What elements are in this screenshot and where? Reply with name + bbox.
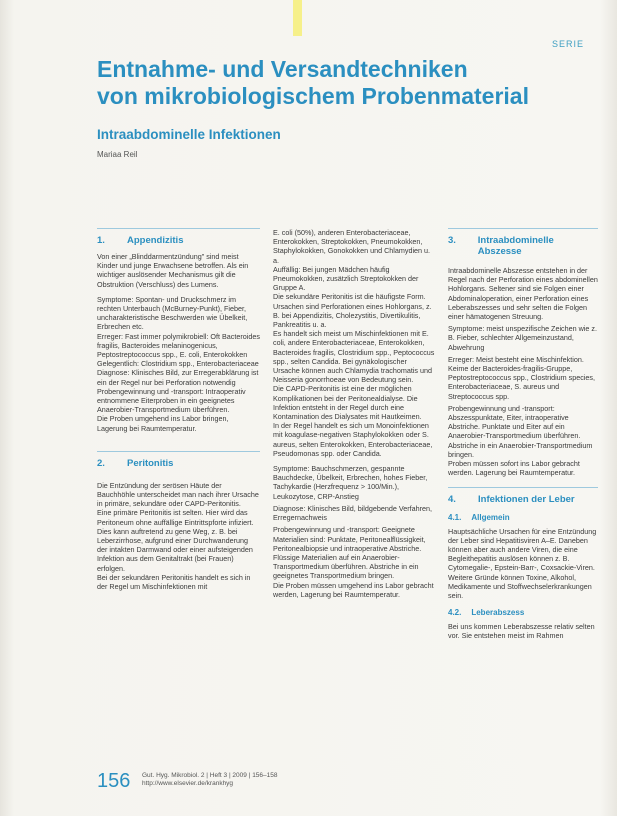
section-heading-peritonitis — [97, 458, 260, 469]
subsection-heading-allgemein — [448, 513, 598, 522]
subsection-number: 4.1. — [448, 513, 462, 523]
series-label: SERIE — [552, 39, 585, 49]
section-rule — [97, 451, 260, 452]
paragraph: Es handelt sich meist um Mischinfektionen mit E. coli, andere Enterobacteriaceae, Enterokokken, Bacteroides fragilis, Clostridium spp., Peptococcus spp., selten Candida. Bei gynäkologischer Ursache können auch Chlamydia trachomatis und Neisseria gonorrhoeae von Bedeutung sein. — [273, 329, 435, 385]
paragraph: Die sekundäre Peritonitis ist die häufigste Form. Ursachen sind Perforationen eines Hohlorgans, z. B. bei Appendizitis, Cholezystitis, Divertikulitis, Pankreatitis u. a. — [273, 292, 432, 330]
paragraph-symptome: Symptome: Bauchschmerzen, gespannte Bauchdecke, Übelkeit, Erbrechen, hohes Fieber, Tachykardie (Herzfrequenz > 100/Min.), Leukozytose, CRP-Anstieg — [273, 464, 428, 501]
section-title: Infektionen der Leber — [478, 494, 575, 506]
section-title: Appendizitis — [127, 235, 184, 246]
paragraph-diagnose: Diagnose: Klinisches Bild, bildgebende Verfahren, Erregernachweis — [273, 503, 433, 523]
paragraph-erreger: Erreger: Meist besteht eine Mischinfektion. Keime der Bacteroides-fragilis-Gruppe, Peptostreptococcus spp., Clostridium species, Enterobacteriaceae, S. aureus und Streptococcus spp. — [448, 354, 596, 401]
paragraph: Proben müssen sofort ins Labor gebracht werden. Lagerung bei Raumtemperatur. — [448, 459, 580, 478]
section-title: Peritonitis — [127, 457, 174, 469]
paragraph: Die Proben müssen umgehend ins Labor gebracht werden, Lagerung bei Raumtemperatur. — [273, 580, 434, 599]
paragraph: E. coli (50%), anderen Enterobacteriaceae, Enterokokken, Streptokokken, Pneumokokken, Staphylokokken, Gonokokken und Chlamydien u. a. — [273, 228, 431, 265]
paragraph-symptome: Symptome: meist unspezifische Zeichen wie z. B. Fieber, schlechter Allgemeinzustand, Abwehrung — [448, 324, 598, 352]
footer-citation: Gut. Hyg. Mikrobiol. 2 | Heft 3 | 2009 | 156–158 — [142, 772, 278, 779]
section-heading-appendizitis — [97, 235, 260, 246]
column-1 — [97, 228, 260, 591]
paragraph-probengewinnung: Probengewinnung und -transport: Intraoperativ entnommene Eiterproben in ein geeignetes Anaerobier-Transportmedium überführen. — [97, 386, 246, 415]
section-number: 2. — [97, 457, 105, 469]
column-2 — [273, 228, 435, 599]
section-heading-leber — [448, 494, 598, 505]
paragraph: Die Entzündung der serösen Häute der Bauchhöhle unterscheidet man nach ihrer Ursache in primäre, sekundäre oder CAPD-Peritonitis. — [97, 480, 259, 509]
subsection-heading-leberabszess — [448, 608, 598, 617]
page-number: 156 — [97, 770, 131, 792]
section-title: Intraabdominelle Abszesse — [477, 235, 554, 257]
paragraph: Gelegentlich: Clostridium spp., Enterobacteriaceae — [97, 359, 259, 369]
paragraph-symptome: Symptome: Spontan- und Druckschmerz im rechten Unterbauch (McBurney-Punkt), Fieber, uncharakteristische Beschwerden wie Übelkeit, Erbrechen etc. — [97, 294, 248, 332]
paragraph: Bei der sekundären Peritonitis handelt es sich in der Regel um Mischinfektionen mit — [97, 572, 251, 592]
section-rule — [448, 228, 598, 229]
paragraph: Auffällig: Bei jungen Mädchen häufig Pneumokokken, zusätzlich Streptokokken der Gruppe A. — [273, 264, 419, 293]
section-number: 3. — [448, 235, 456, 246]
section-rule — [448, 487, 598, 488]
paragraph-erreger: Erreger: Fast immer polymikrobiell: Oft Bacteroides fragilis, Bacteroides melaninogenicus, Peptostreptococcus spp., E. coli, Enterokokken — [97, 331, 260, 360]
bookmark-strip — [293, 0, 302, 36]
paragraph: Bei uns kommen Leberabszesse relativ selten vor. Sie entstehen meist im Rahmen — [448, 621, 595, 640]
section-number: 1. — [97, 235, 105, 246]
article-subtitle: Intraabdominelle Infektionen — [97, 127, 281, 142]
footer-source — [142, 772, 278, 788]
paragraph: Die CAPD-Peritonitis ist eine der möglichen Komplikationen bei der Peritonealdialyse. Die Infektion entsteht in der Regel durch eine Kontamination des Dialysates mit Hautkeimen. — [273, 384, 422, 422]
paragraph: Von einer „Blinddarmentzündung" sind meist Kinder und junge Erwachsene betroffen. Als ein wichtiger auslösender Mechanismus gilt die Obstruktion (Verschluss) des Lumens. — [97, 252, 249, 289]
paragraph: In der Regel handelt es sich um Monoinfektionen mit koagulase-negativen Staphylokokken oder S. aureus, selten Enterokokken, Enterobacteriaceae, Pseudomonas spp. oder Candida. — [273, 421, 433, 458]
paragraph: Eine primäre Peritonitis ist selten. Hier wird das Peritoneum ohne auffällige Eintrittspforte infiziert. Dies kann auftretend zu gene Weg, z. B. bei Leberzirrhose, aufgrund einer Durchwanderung der intakten Darmwand oder einer aufsteigenden Infektion aus dem Genitaltrakt (bei Frauen) erfolgen. — [97, 508, 254, 573]
author: Mariaa Reil — [97, 150, 138, 159]
column-3 — [448, 228, 598, 640]
paragraph-probengewinnung: Probengewinnung und -transport: Abszesspunktate, Eiter, intraoperative Abstriche. Punktate und Eiter auf ein Anaerobier-Transportmedium überführen. Abstriche in ein Anaerobier-Transportmedium bringen. — [448, 403, 593, 459]
paragraph-probengewinnung: Probengewinnung und -transport: Geeignete Materialien sind: Punktate, Peritonealflüssigkeit, Peritonealbiopsie und intraoperative Abstriche. Flüssige Materialien auf ein Anaerobier-Transportmedium überführen. Abstriche in ein geeignetes Transportmedium bringen. — [273, 525, 426, 581]
section-heading-abszesse — [448, 235, 598, 257]
title-line-2: von mikrobiologischem Probenmaterial — [97, 83, 529, 109]
section-rule — [97, 228, 260, 229]
subsection-title: Leberabszess — [471, 608, 525, 618]
subsection-number: 4.2. — [448, 608, 462, 618]
subsection-title: Allgemein — [471, 513, 510, 523]
title-line-1: Entnahme- und Versandtechniken — [97, 56, 468, 82]
paragraph: Die Proben umgehend ins Labor bringen, Lagerung bei Raumtemperatur. — [97, 414, 229, 433]
paragraph: Hauptsächliche Ursachen für eine Entzündung der Leber sind Hepatitisviren A–E. Daneben können aber auch andere Viren, die eine Begleithepatitis auslösen können z. B. Cytomegalie-, Epstein-Barr-, Coxsackie-Viren. Weitere Gründe können Toxine, Alkohol, Medikamente und Stoffwechselerkrankungen sein. — [448, 526, 597, 601]
paragraph: Intraabdominelle Abszesse entstehen in der Regel nach der Perforation eines abdominellen Hohlorgans. Seltener sind sie Folgen einer Abdominaloperation, einer Perforation eines Leberabszesses und sehr selten die Folgen einer hämatogenen Streuung. — [448, 266, 598, 322]
paragraph-diagnose: Diagnose: Klinisches Bild, zur Erregerabklärung ist ein der Regel nur bei Perforation notwendig — [97, 368, 259, 387]
section-number: 4. — [448, 494, 456, 506]
footer-url: http://www.elsevier.de/krankhyg — [142, 780, 234, 787]
article-title — [97, 56, 537, 110]
